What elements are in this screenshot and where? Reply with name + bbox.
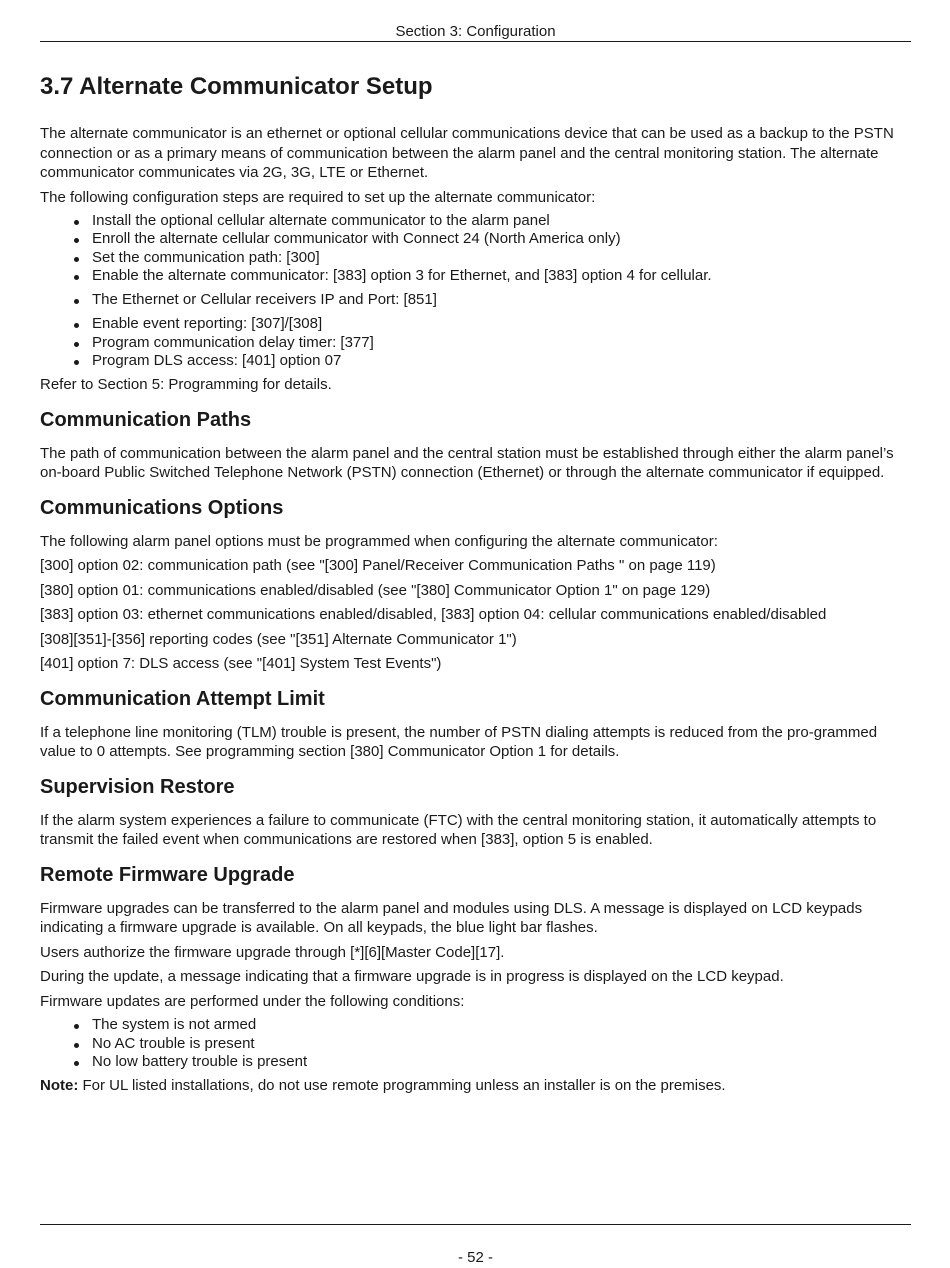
list-item: The Ethernet or Cellular receivers IP and Port: [851]: [40, 291, 912, 309]
list-item: Enroll the alternate cellular communicator with Connect 24 (North America only): [40, 230, 912, 248]
heading-supervision-restore: Supervision Restore: [40, 775, 235, 798]
refer-text: Refer to Section 5: Programming for details.: [40, 376, 332, 394]
firmware-text-4: Firmware updates are performed under the following conditions:: [40, 992, 465, 1010]
heading-communication-paths: Communication Paths: [40, 408, 252, 431]
option-line: [300] option 02: communication path (see "[300] Panel/Receiver Communication Paths " on page 119): [40, 557, 716, 575]
note: [40, 1076, 912, 1096]
setup-steps-list: [40, 212, 912, 370]
page-number: - 52 -: [457, 1249, 493, 1266]
list-item: Install the optional cellular alternate communicator to the alarm panel: [40, 212, 912, 230]
options-intro: The following alarm panel options must be programmed when configuring the alternate communicator:: [40, 532, 718, 550]
firmware-text-1: Firmware upgrades can be transferred to the alarm panel and modules using DLS. A message is displayed on LCD keypads indicating a firmware upgrade is available. On all keypads, the blue light bar flashes.: [40, 899, 863, 937]
list-item: Enable event reporting: [307]/[308]: [40, 315, 912, 333]
option-line: [380] option 01: communications enabled/disabled (see "[380] Communicator Option 1" on page 129): [40, 581, 711, 599]
list-item: Set the communication path: [300]: [40, 249, 912, 267]
note-label: Note:: [40, 1077, 79, 1095]
list-item: Program DLS access: [401] option 07: [40, 352, 912, 370]
attempt-limit-text: If a telephone line monitoring (TLM) trouble is present, the number of PSTN dialing attempts is reduced from the pro-grammed value to 0 attempts. See programming section [380] Communicator Option 1 for details.: [40, 723, 878, 761]
intro-paragraph: The alternate communicator is an ethernet or optional cellular communications device that can be used as a backup to the PSTN connection or as a primary means of communication between the alarm panel and the central monitoring station. The alternate communicator communicates via 2G, 3G, LTE or Ethernet.: [40, 125, 894, 181]
list-item: No low battery trouble is present: [40, 1053, 912, 1071]
firmware-text-3: During the update, a message indicating that a firmware upgrade is in progress is displayed on the LCD keypad.: [40, 968, 784, 986]
heading-remote-firmware-upgrade: Remote Firmware Upgrade: [40, 863, 295, 886]
list-item: No AC trouble is present: [40, 1035, 912, 1053]
heading-communications-options: Communications Options: [40, 496, 284, 519]
header-rule: [40, 41, 911, 42]
communication-paths-text: The path of communication between the alarm panel and the central station must be established through either the alarm panel’s on-board Public Switched Telephone Network (PSTN) connection (Ethernet) or through the alternate communicator if equipped.: [40, 444, 894, 482]
footer-rule: [40, 1224, 911, 1225]
page-content: [40, 70, 912, 1101]
heading-attempt-limit: Communication Attempt Limit: [40, 687, 325, 710]
note-text: For UL listed installations, do not use remote programming unless an installer is on the premises.: [78, 1077, 726, 1095]
page-title: 3.7 Alternate Communicator Setup: [40, 73, 433, 100]
firmware-text-2: Users authorize the firmware upgrade through [*][6][Master Code][17].: [40, 943, 505, 961]
option-line: [383] option 03: ethernet communications enabled/disabled, [383] option 04: cellular communications enabled/disabled: [40, 606, 827, 624]
list-item: The system is not armed: [40, 1016, 912, 1034]
option-line: [308][351]-[356] reporting codes (see "[351] Alternate Communicator 1"): [40, 630, 517, 648]
option-line: [401] option 7: DLS access (see "[401] System Test Events"): [40, 655, 442, 673]
firmware-conditions-list: [40, 1016, 912, 1071]
running-header: Section 3: Configuration: [395, 23, 556, 40]
list-item: Enable the alternate communicator: [383] option 3 for Ethernet, and [383] option 4 for cellular.: [40, 267, 912, 285]
list-item: Program communication delay timer: [377]: [40, 334, 912, 352]
supervision-text: If the alarm system experiences a failure to communicate (FTC) with the central monitoring station, it automatically attempts to transmit the failed event when communications are restored when [383], option 5 is enabled.: [40, 811, 877, 849]
steps-intro: The following configuration steps are required to set up the alternate communicator:: [40, 188, 596, 206]
